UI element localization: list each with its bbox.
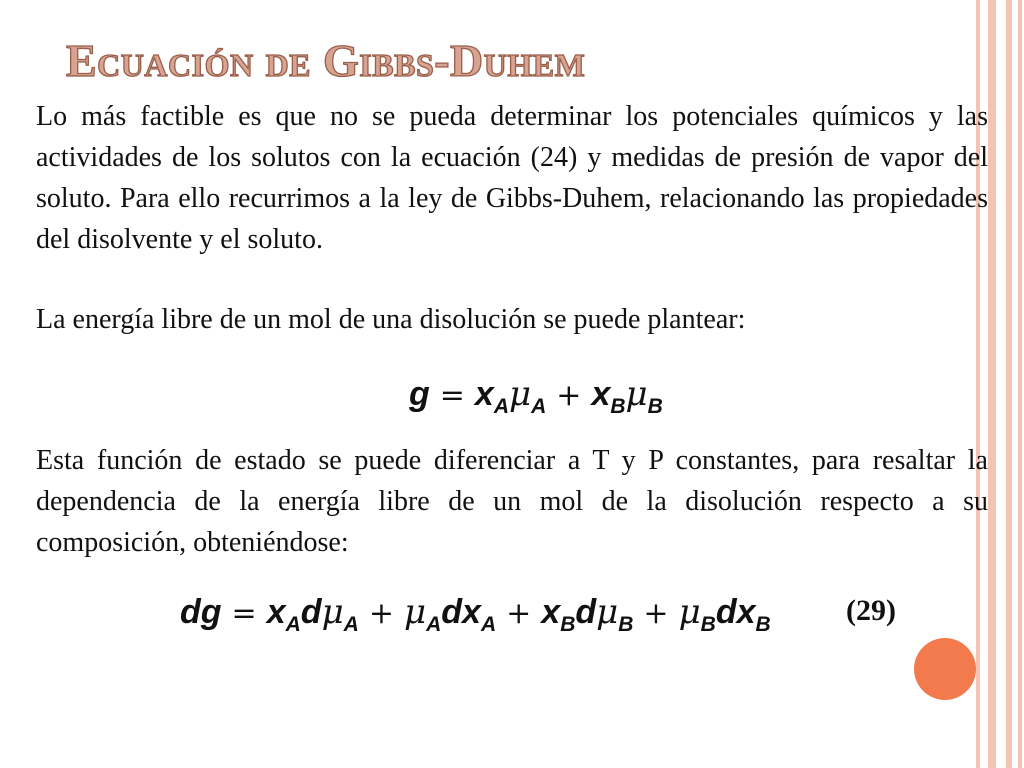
eq-symbol: dg bbox=[180, 593, 222, 631]
eq-symbol: d bbox=[300, 593, 322, 631]
eq-symbol: dx bbox=[715, 593, 756, 631]
eq-subscript: B bbox=[618, 613, 634, 636]
paragraph-differential: Esta función de estado se puede diferenciar a T y P constantes, para resaltar la dependencia de la energía libre de un mol de la disolución respecto a su composición, obteniéndose: bbox=[36, 445, 988, 558]
eq-subscript: A bbox=[531, 395, 547, 418]
eq-symbol: x bbox=[591, 375, 611, 413]
eq-subscript: B bbox=[647, 395, 663, 418]
eq-operator: + bbox=[556, 378, 582, 413]
stripe bbox=[1006, 0, 1012, 768]
stripe bbox=[988, 0, 996, 768]
eq-symbol: μ bbox=[403, 592, 427, 632]
equation-gibbs-duhem bbox=[180, 592, 771, 636]
eq-subscript: A bbox=[480, 613, 497, 636]
paragraph-intro: Lo más factible es que no se pueda determinar los potenciales químicos y las actividades de los solutos con la ecuación (24) y medidas de presión de vapor del soluto. Para ello recurrimos a la ley de Gibbs-Duhem, relacionando las propiedades del disolvente y el soluto. bbox=[36, 101, 988, 255]
eq-symbol: μ bbox=[678, 592, 701, 632]
eq-symbol: μ bbox=[625, 374, 648, 414]
eq-subscript: B bbox=[755, 613, 771, 636]
slide-title: Ecuación de Gibbs-Duhem bbox=[66, 35, 586, 86]
equation-number: (29) bbox=[846, 594, 896, 627]
eq-symbol: x bbox=[474, 375, 494, 413]
eq-operator: = bbox=[439, 378, 465, 413]
eq-subscript: B bbox=[560, 613, 576, 636]
decorative-dot bbox=[914, 638, 976, 700]
paragraph-free-energy: La energía libre de un mol de una disolución se puede plantear: bbox=[36, 304, 746, 335]
eq-subscript: A bbox=[285, 613, 301, 636]
eq-symbol: μ bbox=[509, 374, 532, 414]
eq-subscript: A bbox=[493, 395, 510, 418]
eq-subscript: A bbox=[343, 613, 359, 636]
stripe bbox=[1018, 0, 1022, 768]
eq-symbol: x bbox=[266, 593, 286, 631]
eq-symbol: dx bbox=[441, 593, 481, 631]
eq-symbol: μ bbox=[596, 592, 619, 632]
eq-subscript: A bbox=[426, 613, 442, 636]
eq-subscript: B bbox=[700, 613, 716, 636]
eq-operator: = bbox=[231, 596, 257, 631]
eq-symbol: d bbox=[575, 593, 597, 631]
eq-operator: + bbox=[643, 596, 669, 631]
eq-symbol: μ bbox=[321, 592, 344, 632]
eq-symbol: g bbox=[409, 375, 430, 413]
eq-subscript: B bbox=[610, 395, 626, 418]
eq-operator: + bbox=[368, 596, 394, 631]
eq-symbol: x bbox=[541, 593, 561, 631]
eq-operator: + bbox=[506, 596, 532, 631]
equation-free-energy bbox=[409, 374, 663, 418]
